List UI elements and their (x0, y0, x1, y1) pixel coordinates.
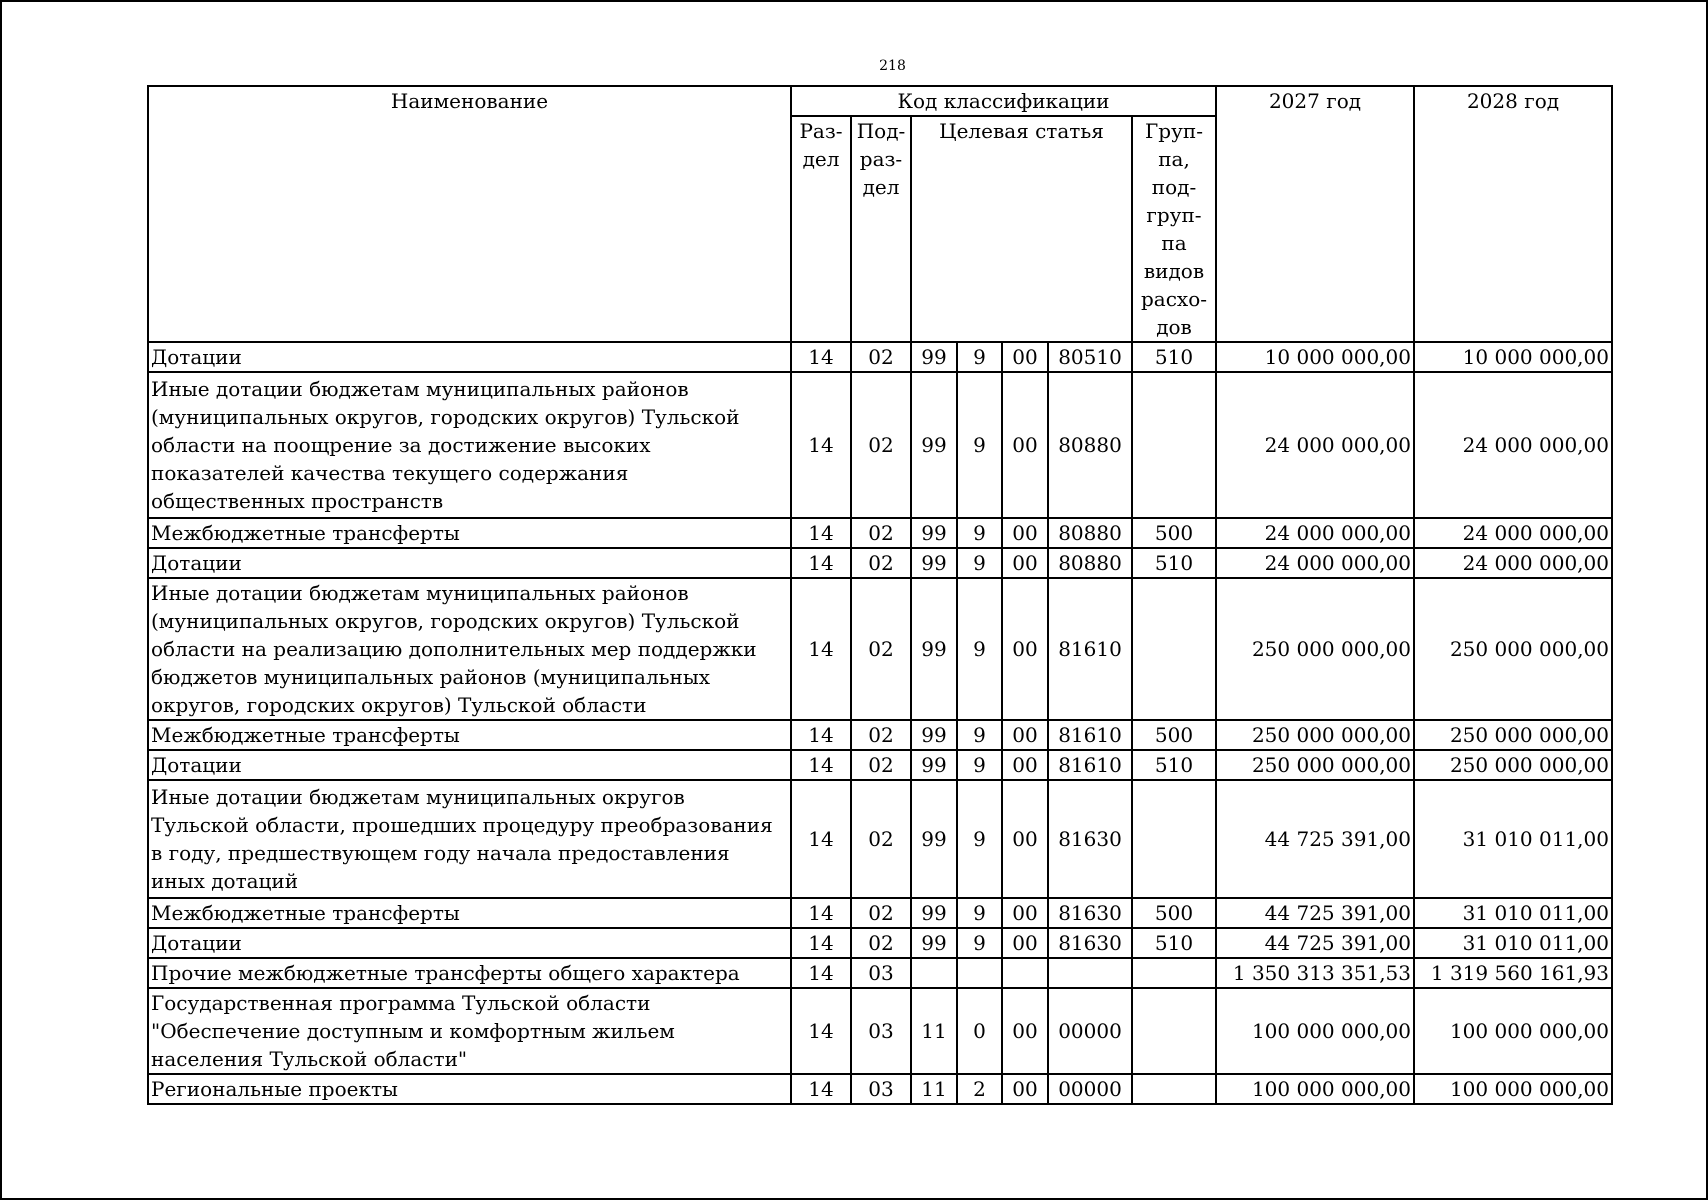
row-year-2028: 100 000 000,00 (1414, 1074, 1612, 1104)
row-name: Дотации (148, 342, 791, 372)
table-row (148, 548, 1612, 578)
header-target-article: Целевая статья (911, 116, 1132, 342)
row-section: 14 (791, 1074, 851, 1104)
table-row (148, 1074, 1612, 1104)
row-year-2028: 1 319 560 161,93 (1414, 958, 1612, 988)
row-name: Межбюджетные трансферты (148, 720, 791, 750)
row-target-3: 00 (1002, 548, 1048, 578)
row-name: Прочие межбюджетные трансферты общего характера (148, 958, 791, 988)
row-group (1132, 988, 1216, 1074)
row-subsection: 02 (851, 780, 911, 898)
row-year-2028: 31 010 011,00 (1414, 928, 1612, 958)
header-year-2028: 2028 год (1414, 86, 1612, 342)
table-row (148, 988, 1612, 1074)
table-row (148, 372, 1612, 518)
row-target-3: 00 (1002, 1074, 1048, 1104)
row-target-4: 81610 (1048, 750, 1132, 780)
row-section: 14 (791, 958, 851, 988)
row-subsection: 02 (851, 898, 911, 928)
row-year-2027: 24 000 000,00 (1216, 548, 1414, 578)
row-year-2027: 250 000 000,00 (1216, 720, 1414, 750)
row-name: Межбюджетные трансферты (148, 518, 791, 548)
table-row (148, 958, 1612, 988)
row-name: Иные дотации бюджетам муниципальных округов Тульской области, прошедших процедуру преобразования в году, предшествующем году начала предоставления иных дотаций (148, 780, 791, 898)
row-target-1 (911, 958, 957, 988)
row-target-4: 81610 (1048, 720, 1132, 750)
row-target-3: 00 (1002, 518, 1048, 548)
row-year-2027: 100 000 000,00 (1216, 1074, 1414, 1104)
row-year-2028: 24 000 000,00 (1414, 518, 1612, 548)
row-target-4: 00000 (1048, 988, 1132, 1074)
row-year-2028: 250 000 000,00 (1414, 720, 1612, 750)
row-target-1: 99 (911, 548, 957, 578)
table-row (148, 578, 1612, 720)
row-subsection: 02 (851, 342, 911, 372)
page-number: 218 (879, 58, 906, 74)
row-year-2027: 24 000 000,00 (1216, 518, 1414, 548)
row-target-3: 00 (1002, 750, 1048, 780)
row-group (1132, 958, 1216, 988)
row-section: 14 (791, 928, 851, 958)
row-target-3: 00 (1002, 988, 1048, 1074)
row-subsection: 03 (851, 988, 911, 1074)
row-target-2: 9 (957, 372, 1002, 518)
row-section: 14 (791, 720, 851, 750)
row-target-4: 80510 (1048, 342, 1132, 372)
row-target-4: 80880 (1048, 372, 1132, 518)
row-year-2028: 31 010 011,00 (1414, 898, 1612, 928)
row-target-3: 00 (1002, 928, 1048, 958)
row-target-2: 9 (957, 720, 1002, 750)
row-year-2027: 44 725 391,00 (1216, 898, 1414, 928)
row-target-3: 00 (1002, 342, 1048, 372)
row-section: 14 (791, 988, 851, 1074)
row-group: 510 (1132, 928, 1216, 958)
row-section: 14 (791, 372, 851, 518)
header-section: Раз-дел (791, 116, 851, 342)
table-row (148, 928, 1612, 958)
row-group: 510 (1132, 548, 1216, 578)
row-target-2: 0 (957, 988, 1002, 1074)
row-year-2028: 100 000 000,00 (1414, 988, 1612, 1074)
row-subsection: 02 (851, 372, 911, 518)
row-target-4: 81630 (1048, 928, 1132, 958)
row-target-2: 9 (957, 928, 1002, 958)
row-year-2028: 10 000 000,00 (1414, 342, 1612, 372)
row-year-2027: 1 350 313 351,53 (1216, 958, 1414, 988)
row-section: 14 (791, 548, 851, 578)
row-name: Иные дотации бюджетам муниципальных районов (муниципальных округов, городских округов) Тульской области на реализацию дополнительных мер поддержки бюджетов муниципальных районов (муниципальных округов, городских округов) Тульской области (148, 578, 791, 720)
row-group (1132, 1074, 1216, 1104)
table-row (148, 720, 1612, 750)
row-year-2027: 44 725 391,00 (1216, 928, 1414, 958)
row-group: 500 (1132, 720, 1216, 750)
row-target-2: 2 (957, 1074, 1002, 1104)
row-target-4: 80880 (1048, 518, 1132, 548)
row-target-1: 99 (911, 518, 957, 548)
header-subsection: Под-раз-дел (851, 116, 911, 342)
table-row (148, 780, 1612, 898)
row-target-2 (957, 958, 1002, 988)
row-year-2027: 24 000 000,00 (1216, 372, 1414, 518)
row-name: Иные дотации бюджетам муниципальных районов (муниципальных округов, городских округов) Тульской области на поощрение за достижение высоких показателей качества текущего содержания общественных пространств (148, 372, 791, 518)
row-target-1: 99 (911, 578, 957, 720)
header-name: Наименование (148, 86, 791, 342)
row-target-1: 99 (911, 928, 957, 958)
row-year-2028: 24 000 000,00 (1414, 372, 1612, 518)
table-row (148, 518, 1612, 548)
row-year-2028: 250 000 000,00 (1414, 750, 1612, 780)
row-subsection: 02 (851, 750, 911, 780)
row-subsection: 02 (851, 720, 911, 750)
row-target-2: 9 (957, 578, 1002, 720)
row-target-3: 00 (1002, 780, 1048, 898)
row-name: Дотации (148, 928, 791, 958)
row-target-3: 00 (1002, 372, 1048, 518)
row-year-2028: 24 000 000,00 (1414, 548, 1612, 578)
row-target-1: 99 (911, 372, 957, 518)
row-target-1: 11 (911, 1074, 957, 1104)
row-target-3: 00 (1002, 898, 1048, 928)
header-expense-group: Груп-па, под-груп-па видов расхо-дов (1132, 116, 1216, 342)
row-target-2: 9 (957, 518, 1002, 548)
row-target-4: 81610 (1048, 578, 1132, 720)
row-section: 14 (791, 750, 851, 780)
row-name: Государственная программа Тульской области "Обеспечение доступным и комфортным жильем населения Тульской области" (148, 988, 791, 1074)
row-target-1: 11 (911, 988, 957, 1074)
row-target-3: 00 (1002, 578, 1048, 720)
row-group: 510 (1132, 342, 1216, 372)
row-target-1: 99 (911, 780, 957, 898)
row-target-4: 00000 (1048, 1074, 1132, 1104)
row-target-1: 99 (911, 720, 957, 750)
table-row (148, 750, 1612, 780)
header-classification: Код классификации (791, 86, 1216, 116)
row-year-2027: 250 000 000,00 (1216, 578, 1414, 720)
row-target-4: 81630 (1048, 898, 1132, 928)
row-name: Межбюджетные трансферты (148, 898, 791, 928)
row-name: Региональные проекты (148, 1074, 791, 1104)
row-target-4: 81630 (1048, 780, 1132, 898)
row-section: 14 (791, 898, 851, 928)
row-group (1132, 372, 1216, 518)
row-target-1: 99 (911, 750, 957, 780)
row-name: Дотации (148, 548, 791, 578)
row-target-2: 9 (957, 342, 1002, 372)
table-row (148, 342, 1612, 372)
row-target-1: 99 (911, 342, 957, 372)
row-name: Дотации (148, 750, 791, 780)
row-target-2: 9 (957, 548, 1002, 578)
row-subsection: 02 (851, 548, 911, 578)
row-year-2028: 31 010 011,00 (1414, 780, 1612, 898)
row-group: 510 (1132, 750, 1216, 780)
row-section: 14 (791, 518, 851, 548)
row-year-2027: 100 000 000,00 (1216, 988, 1414, 1074)
row-target-2: 9 (957, 898, 1002, 928)
row-target-3: 00 (1002, 720, 1048, 750)
row-group (1132, 578, 1216, 720)
row-section: 14 (791, 342, 851, 372)
row-target-4 (1048, 958, 1132, 988)
row-subsection: 02 (851, 518, 911, 548)
row-group: 500 (1132, 518, 1216, 548)
header-year-2027: 2027 год (1216, 86, 1414, 342)
row-target-3 (1002, 958, 1048, 988)
row-target-2: 9 (957, 750, 1002, 780)
row-year-2027: 10 000 000,00 (1216, 342, 1414, 372)
budget-table (147, 85, 1613, 1105)
row-target-1: 99 (911, 898, 957, 928)
row-year-2027: 250 000 000,00 (1216, 750, 1414, 780)
row-section: 14 (791, 578, 851, 720)
table-row (148, 898, 1612, 928)
row-section: 14 (791, 780, 851, 898)
row-year-2027: 44 725 391,00 (1216, 780, 1414, 898)
row-group: 500 (1132, 898, 1216, 928)
row-target-4: 80880 (1048, 548, 1132, 578)
row-subsection: 03 (851, 958, 911, 988)
row-subsection: 02 (851, 578, 911, 720)
row-group (1132, 780, 1216, 898)
row-subsection: 02 (851, 928, 911, 958)
row-target-2: 9 (957, 780, 1002, 898)
row-year-2028: 250 000 000,00 (1414, 578, 1612, 720)
row-subsection: 03 (851, 1074, 911, 1104)
